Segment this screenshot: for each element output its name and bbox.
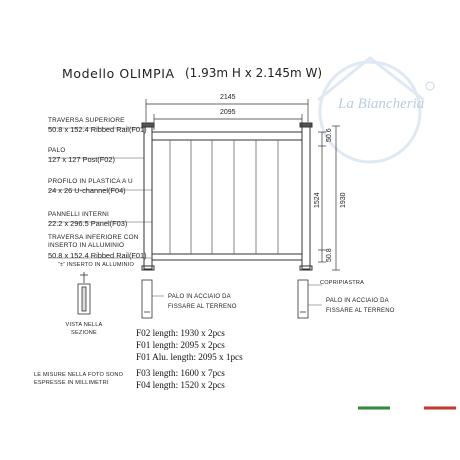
label-heading-top-rail: TRAVERSA SUPERIORE — [48, 117, 125, 124]
ground-post-left — [142, 280, 152, 318]
brand-text: La Biancheria — [338, 96, 425, 112]
part-row: F01 Alu. length: 2095 x 1pcs — [136, 352, 243, 362]
label-heading2-bottom-rail: INSERTO IN ALLUMINIO — [48, 242, 125, 249]
part-row: F01 length: 2095 x 2pcs — [136, 340, 225, 350]
label-value-post: 127 x 127 Post(F02) — [48, 155, 115, 164]
dim-bottom-rail: 50.8 — [326, 248, 333, 262]
footnote: LE MISURE NELLA FOTO SONO ESPRESSE IN MILLIMETRI — [34, 372, 124, 386]
left-post — [144, 126, 152, 269]
ground-post-right — [298, 280, 308, 318]
part-row: F03 length: 1600 x 7pcs — [136, 368, 225, 378]
label-heading-u-channel: PROFILO IN PLASTICA A U — [48, 178, 133, 185]
ground-post-right-caption: PALO IN ACCIAIO DA FISSARE AL TERRENO — [326, 298, 395, 314]
dim-post-height: 1524 — [314, 192, 321, 208]
label-heading-post: PALO — [48, 147, 66, 154]
label-value-u-channel: 24 x 26 U-channel(F04) — [48, 186, 126, 195]
label-note-bottom-rail: “±” INSERTO IN ALLUMINIO — [58, 262, 135, 268]
cap-label: COPRIPIASTRA — [320, 280, 365, 286]
dim-overall-width: 2145 — [220, 94, 236, 101]
dim-overall-height: 1930 — [340, 192, 347, 208]
page-title: Modello OLIMPIA — [62, 66, 175, 81]
section-view-caption: VISTA NELLA SEZIONE — [65, 322, 103, 336]
inner-panels — [170, 140, 278, 254]
label-heading-panels: PANNELLI INTERNI — [48, 211, 109, 218]
ground-post-left-caption: PALO IN ACCIAIO DA FISSARE AL TERRENO — [168, 294, 237, 310]
top-rail — [152, 132, 302, 140]
dim-inner-width: 2095 — [220, 109, 236, 116]
section-view — [78, 272, 90, 314]
part-row: F02 length: 1930 x 2pcs — [136, 328, 225, 338]
dim-top-rail: 50.6 — [326, 128, 333, 142]
label-value-bottom-rail: 50.8 x 152.4 Ribbed Rail(F01) — [48, 251, 147, 260]
part-row: F04 length: 1520 x 2pcs — [136, 380, 225, 390]
label-value-panels: 22.2 x 296.5 Panel(F03) — [48, 219, 128, 228]
right-post — [302, 126, 310, 269]
label-value-top-rail: 50.8 x 152.4 Ribbed Rail(F01) — [48, 125, 147, 134]
label-heading-bottom-rail: TRAVERSA INFERIORE CON — [48, 234, 139, 241]
page-subtitle: (1.93m H x 2.145m W) — [185, 66, 323, 80]
bottom-rail — [152, 254, 302, 260]
